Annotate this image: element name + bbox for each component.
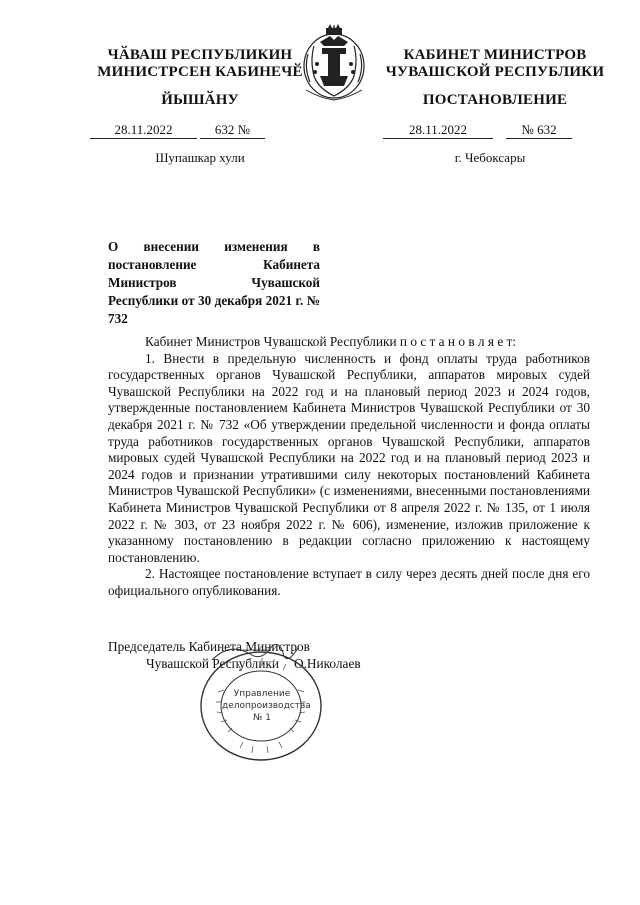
- body-paragraph-2: 2. Настоящее постановление вступает в силу через десять дней после дня его официального опубликования.: [108, 566, 590, 598]
- stamp-line3: № 1: [253, 713, 271, 723]
- right-place: г. Чебоксары: [454, 150, 526, 165]
- body-paragraph-1: 1. Внести в предельную численность и фонд оплаты труда работников государственных органов Чувашской Республики, аппаратов мировых судей Чувашской Республики на 2022 год и на плановый период 2023 и 2024 годов, утвержденные постановлением Кабинета Министров Чувашской Республики от 30 декабря 2021 г. № 732 «Об утверждении предельной численности и фонда оплаты труда работников государственных органов Чувашской Республики, аппаратов мировых судей Чувашской Республики на 2022 год и на плановый период 2023 и 2024 годов и признании утратившими силу некоторых постановлений Кабинета Министров Чувашской Республики» (с изменениями, внесенными постановлениями Кабинета Министров Чувашской Республики от 8 апреля 2022 г. № 135, от 1 июля 2022 г. № 303, от 23 ноября 2022 г. № 606), изменение, изложив приложение к указанному постановлению в редакции согласно приложению к настоящему постановлению.: [108, 350, 590, 565]
- header-left-doc-type: ЙЫШӐНУ: [161, 92, 239, 108]
- header-right-doc-type: ПОСТАНОВЛЕНИЕ: [422, 92, 568, 108]
- left-place: Шупашкар хули: [155, 150, 245, 165]
- header-left-line2: МИНИСТРСЕН КАБИНЕЧӖ: [97, 64, 303, 80]
- coat-of-arms-emblem: [300, 24, 368, 102]
- header-right-line1: КАБИНЕТ МИНИСТРОВ: [403, 47, 587, 63]
- document-subject: О внесении изменения в постановление Кабинета Министров Чувашской Республики от 30 декабря 2021 г. № 732: [108, 239, 320, 326]
- signature-title-line2: Чувашской Республики: [146, 656, 280, 671]
- right-number: № 632: [506, 122, 572, 139]
- header-right-line2: ЧУВАШСКОЙ РЕСПУБЛИКИ: [385, 64, 605, 80]
- left-number: 632 №: [200, 122, 265, 139]
- signature-name: О.Николаев: [294, 656, 361, 671]
- body-intro: Кабинет Министров Чувашской Республики п о с т а н о в л я е т:: [145, 334, 517, 349]
- signature-title-line1: Председатель Кабинета Министров: [108, 639, 310, 654]
- stamp-inner-text: [222, 688, 311, 724]
- stamp-line2: делопроизводства: [222, 701, 311, 711]
- left-date: 28.11.2022: [90, 122, 197, 139]
- header-left-line1: ЧӐВАШ РЕСПУБЛИКИН: [107, 47, 293, 63]
- stamp-line1: Управление: [233, 689, 291, 699]
- right-date: 28.11.2022: [383, 122, 493, 139]
- document-body: [108, 334, 590, 600]
